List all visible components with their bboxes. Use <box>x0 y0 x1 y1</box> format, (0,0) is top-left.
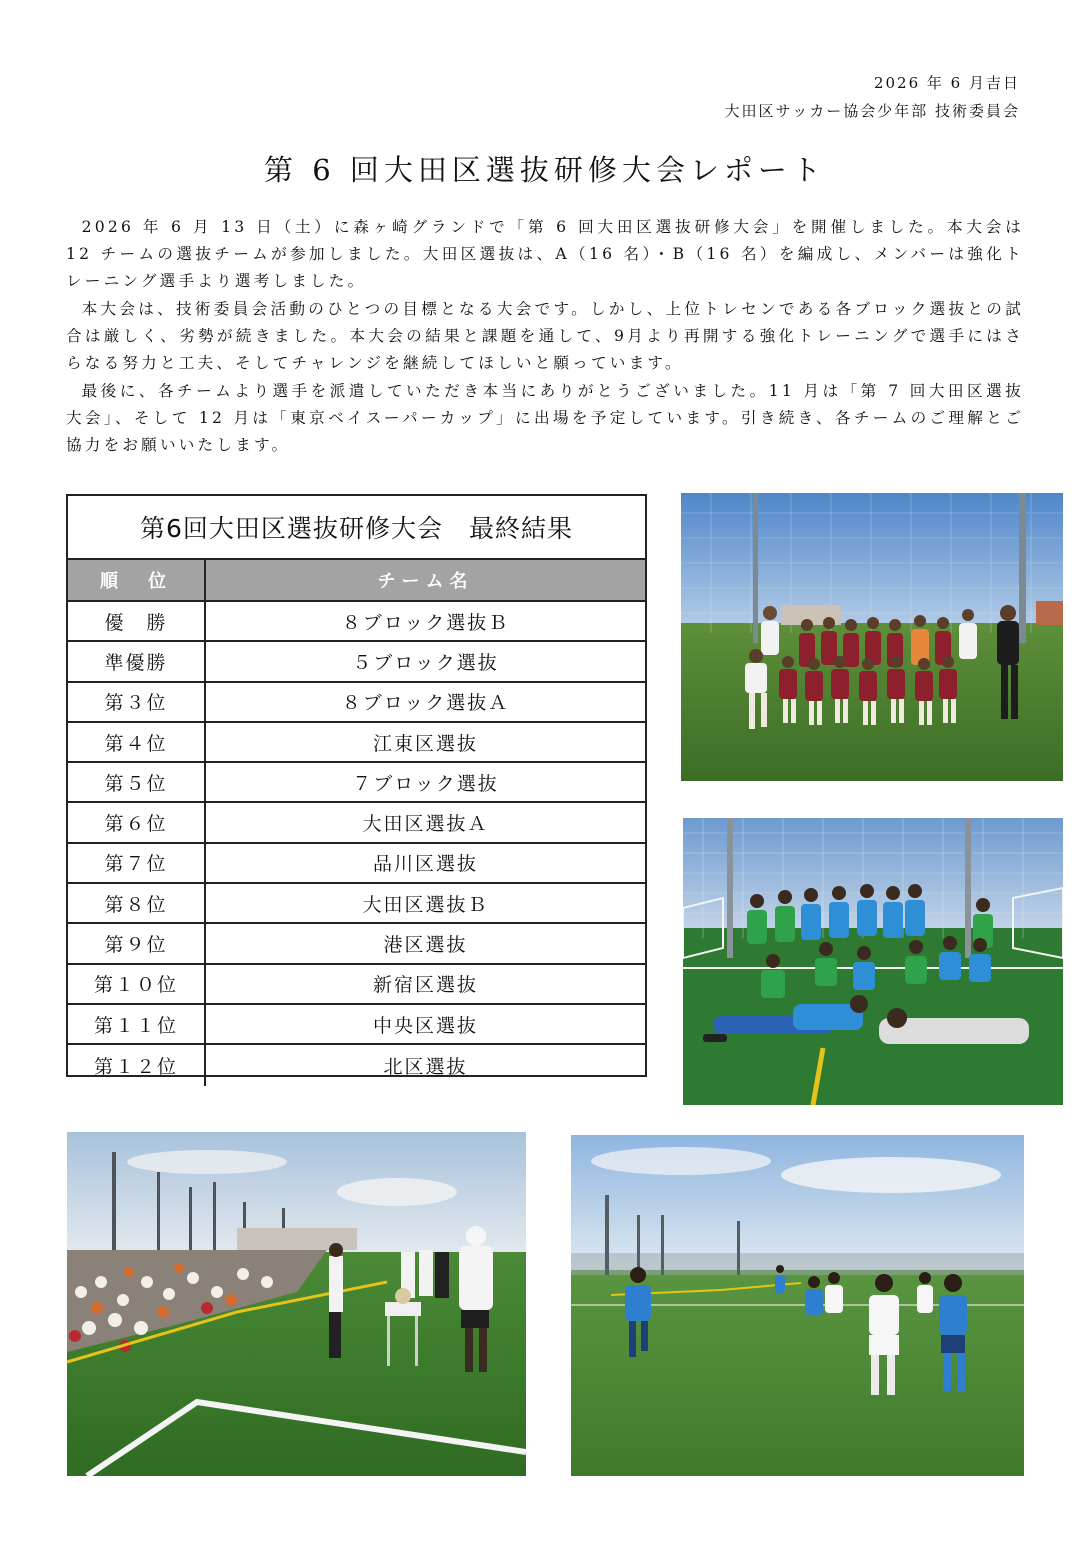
table-row <box>68 1045 645 1085</box>
team-cell: 北区選抜 <box>383 1055 468 1078</box>
table-row <box>68 602 645 642</box>
rank-cell: 第７位 <box>68 844 206 882</box>
rank-cell: 第８位 <box>68 884 206 922</box>
rank-cell: 準優勝 <box>68 642 206 680</box>
table-row <box>68 803 645 843</box>
rank-cell: 第１０位 <box>68 965 206 1003</box>
report-date: 2026 年 6 月吉日 <box>873 74 1020 92</box>
rank-cell: 第４位 <box>68 723 206 761</box>
team-cell: ８ブロック選抜Ｂ <box>341 611 510 634</box>
rank-cell: 第１２位 <box>68 1045 206 1085</box>
rank-cell: 優 勝 <box>68 602 206 640</box>
paragraph-summary: 本大会は、技術委員会活動のひとつの目標となる大会です。しかし、上位トレセンである各ブロック選抜との試合は厳しく、劣勢が続きました。本大会の結果と課題を通して、9月より再開する強化トレーニングで選手にはさらなる努力と工夫、そしてチャレンジを継続してほしいと願っています。 <box>66 300 1024 372</box>
paragraph-intro: 2026 年 6 月 13 日（土）に森ヶ崎グランドで「第 6 回大田区選抜研修大会」を開催しました。本大会は 12 チームの選抜チームが参加しました。大田区選抜は、A（16 名）・B（16 名）を編成し、メンバーは強化トレーニング選手より選考しました。 <box>66 218 1024 290</box>
team-photo-maroon <box>681 493 1063 781</box>
results-table <box>66 494 647 1077</box>
rank-cell: 第５位 <box>68 763 206 801</box>
team-cell: 中央区選抜 <box>372 1014 478 1037</box>
rank-cell: 第６位 <box>68 803 206 841</box>
results-table-header <box>68 560 645 602</box>
table-row <box>68 683 645 723</box>
table-row <box>68 1005 645 1045</box>
page-title: 第 6 回大田区選抜研修大会レポート <box>264 153 826 187</box>
table-row <box>68 642 645 682</box>
team-cell: ７ブロック選抜 <box>352 772 499 795</box>
team-cell: 大田区選抜Ｂ <box>362 893 489 916</box>
table-row <box>68 844 645 884</box>
team-cell: ８ブロック選抜Ａ <box>341 692 510 715</box>
match-photo <box>571 1135 1024 1476</box>
team-cell: 大田区選抜Ａ <box>362 813 489 836</box>
column-header-rank: 順 位 <box>68 560 206 600</box>
team-cell: 新宿区選抜 <box>372 974 478 997</box>
table-row <box>68 723 645 763</box>
table-row <box>68 965 645 1005</box>
organization-name: 大田区サッカー協会少年部 技術委員会 <box>724 102 1020 120</box>
table-row <box>68 924 645 964</box>
paragraph-thanks: 最後に、各チームより選手を派遣していただき本当にありがとうございました。11 月は「第 7 回大田区選抜大会」、そして 12 月は「東京ベイスーパーカップ」に出場を予定しています。引き続き、各チームのご理解とご協力をお願いいたします。 <box>66 382 1024 454</box>
team-cell: ５ブロック選抜 <box>352 651 499 674</box>
rank-cell: 第１１位 <box>68 1005 206 1043</box>
table-row <box>68 763 645 803</box>
ceremony-photo <box>67 1132 526 1476</box>
rank-cell: 第９位 <box>68 924 206 962</box>
team-cell: 品川区選抜 <box>372 853 478 876</box>
column-header-team: チーム名 <box>377 571 474 592</box>
results-table-title: 第6回大田区選抜研修大会 最終結果 <box>68 496 645 560</box>
team-cell: 港区選抜 <box>383 934 468 957</box>
results-table-body <box>68 602 645 1086</box>
team-photo-blue <box>683 818 1063 1105</box>
team-cell: 江東区選抜 <box>372 732 478 755</box>
table-row <box>68 884 645 924</box>
rank-cell: 第３位 <box>68 683 206 721</box>
